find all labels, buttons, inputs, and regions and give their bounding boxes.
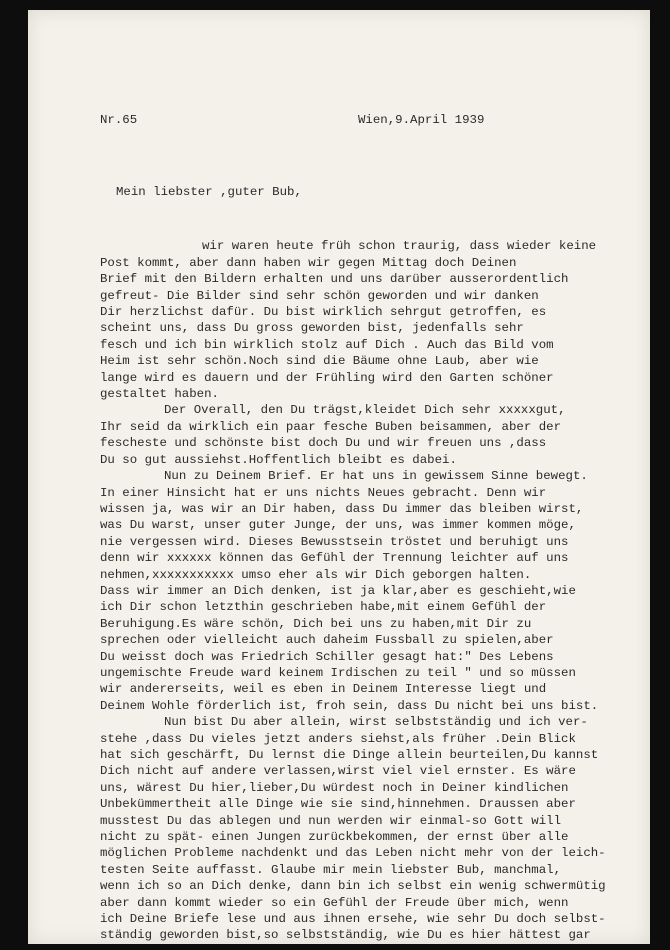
letter-line: wir waren heute früh schon traurig, dass wieder keine [202,239,597,254]
letter-line: ich Dir schon letzthin geschrieben habe,mit einem Gefühl der [100,600,547,615]
letter-line: Dass wir immer an Dich denken, ist ja klar,aber es geschieht,wie [100,583,576,598]
letter-line: Brief mit den Bildern erhalten und uns darüber ausserordentlich [100,272,569,287]
letter-line: In einer Hinsicht hat er uns nichts Neues gebracht. Denn wir [100,485,547,500]
letter-date: Wien,9.April 1939 [358,113,485,127]
letter-line: denn wir xxxxxx können das Gefühl der Trennung leichter auf uns [100,551,569,566]
letter-line: wir andererseits, weil es eben in Deinem Interesse liegt und [100,682,547,697]
letter-line: Unbekümmertheit alle Dinge wie sie sind,hinnehmen. Draussen aber [100,797,576,812]
letter-line: Der Overall, den Du trägst,kleidet Dich sehr xxxxxgut, [164,403,566,418]
letter-line: aber dann kommt wieder so ein Gefühl der Freude über mich, wenn [100,895,569,910]
paragraphs [100,238,630,943]
letter-line: ich Deine Briefe lese und aus ihnen ersehe, wie sehr Du doch selbst- [100,912,606,927]
letter-line: scheint uns, dass Du gross geworden bist, jedenfalls sehr [100,321,524,336]
letter-number: Nr.65 [100,113,138,127]
letter-line: Nun bist Du aber allein, wirst selbstständig und ich ver- [164,715,588,730]
letter-line: Nun zu Deinem Brief. Er hat uns in gewissem Sinne bewegt. [164,469,588,484]
letter-line: was Du warst, unser guter Junge, der uns, was immer kommen möge, [100,518,576,533]
letter-line: Dich nicht auf andere verlassen,wirst viel viel ernster. Es wäre [100,764,576,779]
letter-line: wissen ja, was wir an Dir haben, dass Du immer das bleiben wirst, [100,501,584,516]
letter-line: Du so gut aussiehst.Hoffentlich bleibt es dabei. [100,452,457,467]
letter-line: hat sich geschärft, Du lernst die Dinge allein beurteilen,Du kannst [100,748,599,762]
letter-line: musstest Du das ablegen und nun werden wir einmal-so Gott will [100,813,562,828]
letter-line: nicht zu spät- einen Jungen zurückbekommen, der ernst über alle [100,830,569,845]
letter-line: testen Seite auffasst. Glaube mir mein liebster Bub, manchmal, [100,862,562,877]
letter-line: stehe ,dass Du vieles jetzt anders siehst,als früher .Dein Blick [100,731,576,746]
letter-line: gestaltet haben. [100,387,219,402]
letter-line: nie vergessen wird. Dieses Bewusstsein tröstet und beruhigt uns [100,534,569,549]
letter-line: Ihr seid da wirklich ein paar fesche Buben beisammen, aber der [100,419,562,434]
letter-line: fesch und ich bin wirklich stolz auf Dich . Auch das Bild vom [100,337,554,352]
letter-line: sprechen oder vielleicht auch daheim Fussball zu spielen,aber [100,633,554,648]
letter-line: ständig geworden bist,so selbstständig, wie Du es hier hättest gar [100,928,591,943]
letter-header [100,112,630,132]
salutation: Mein liebster ,guter Bub, [116,185,302,199]
letter-line: ungemischte Freude ward keinem Irdischen zu teil " und so müssen [100,665,576,680]
letter-line: Post kommt, aber dann haben wir gegen Mittag doch Deinen [100,255,517,270]
letter-line: möglichen Probleme nachdenkt und das Leben nicht mehr von der leich- [100,846,606,861]
letter-line: nehmen,xxxxxxxxxxx umso eher als wir Dich geborgen halten. [100,567,532,582]
letter-line: Deinem Wohle förderlich ist, froh sein, dass Du nicht bei uns bist. [100,698,599,713]
letter-line: uns, wärest Du hier,lieber,Du würdest noch in Deiner kindlichen [100,780,569,795]
letter-body [100,112,630,944]
letter-line: gefreut- Die Bilder sind sehr schön geworden und wir danken [100,288,539,303]
letter-line: Dir herzlichst dafür. Du bist wirklich sehrgut getroffen, es [100,305,547,320]
letter-line: wenn ich so an Dich denke, dann bin ich selbst ein wenig schwermütig [100,879,606,894]
letter-line: Heim ist sehr schön.Noch sind die Bäume ohne Laub, aber wie [100,354,539,369]
letter-line: Du weisst doch was Friedrich Schiller gesagt hat:" Des Lebens [100,649,554,664]
letter-line: fescheste und schönste bist doch Du und wir freuen uns ,dass [100,436,547,451]
letter-line: Beruhigung.Es wäre schön, Dich bei uns zu haben,mit Dir zu [100,616,532,631]
letter-line: lange wird es dauern und der Frühling wird den Garten schöner [100,370,554,385]
